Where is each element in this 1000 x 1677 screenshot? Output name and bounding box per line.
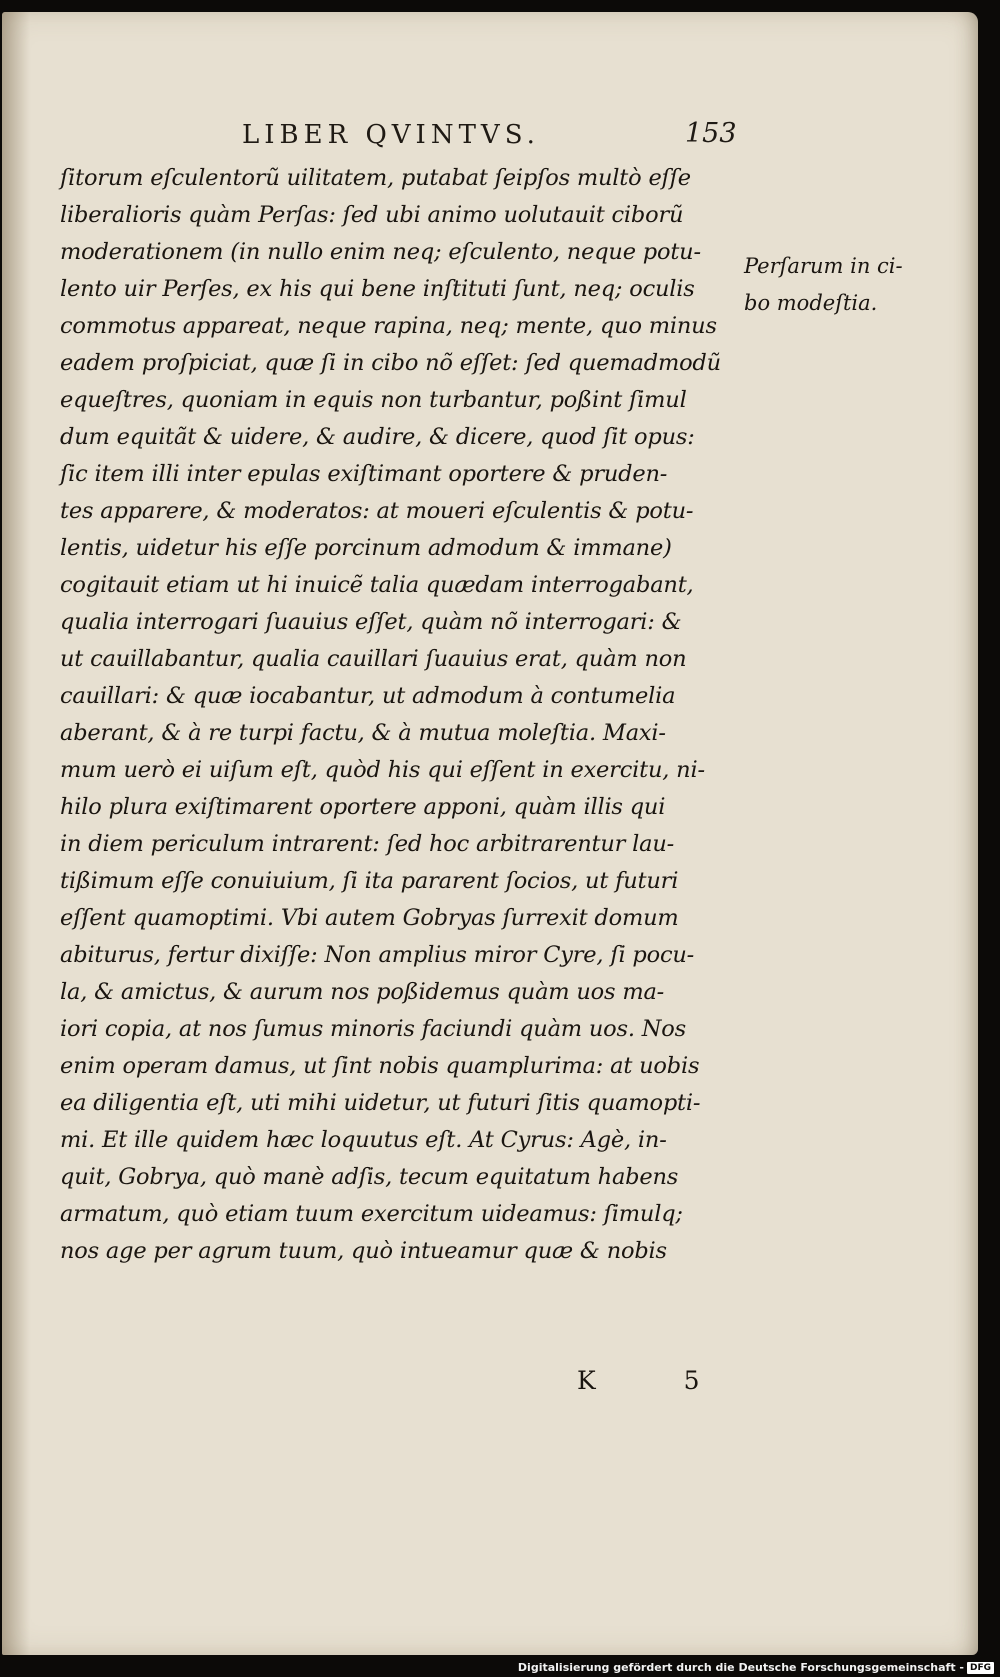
text-line: moderationem (in nullo enim neq; eſculento, neque potu- (60, 239, 701, 265)
text-line: tißimum eſſe conuiuium, ſi ita pararent ſocios, ut futuri (60, 868, 679, 894)
gutter-shadow (2, 12, 30, 1655)
page-number: 153 (685, 118, 737, 149)
text-line: tes apparere, & moderatos: at moueri eſculentis & potu- (60, 498, 694, 524)
digitization-credit (518, 1661, 994, 1674)
signature-mark: K 5 (577, 1366, 740, 1395)
credit-text: Digitalisierung gefördert durch die Deutsche Forschungsgemeinschaft - (517, 1661, 964, 1674)
text-line: enim operam damus, ut ſint nobis quamplurima: at uobis (60, 1053, 700, 1079)
text-line: la, & amictus, & aurum nos poßidemus quàm uos ma- (60, 979, 665, 1005)
text-line: liberalioris quàm Perſas: ſed ubi animo uolutauit ciborũ (60, 202, 684, 228)
marginal-note-line: Perſarum in ci- (744, 254, 903, 278)
text-line: in diem periculum intrarent: ſed hoc arbitrarentur lau- (60, 831, 675, 857)
text-line: iori copia, at nos ſumus minoris faciundi quàm uos. Nos (60, 1016, 686, 1042)
text-line: cogitauit etiam ut hi inuicẽ talia quædam interrogabant, (60, 572, 694, 598)
text-line: commotus appareat, neque rapina, neq; mente, quo minus (60, 313, 717, 339)
text-line: cauillari: & quæ iocabantur, ut admodum à contumelia (60, 683, 676, 709)
marginal-note-line: bo modeſtia. (744, 291, 878, 315)
text-line: ea diligentia eſt, uti mihi uidetur, ut futuri ſitis quamopti- (60, 1090, 701, 1116)
text-line: armatum, quò etiam tuum exercitum uideamus: ſimulq; (60, 1201, 683, 1227)
text-line: ut cauillabantur, qualia cauillari ſuauius erat, quàm non (60, 646, 687, 672)
text-line: quit, Gobrya, quò manè adſis, tecum equitatum habens (60, 1164, 679, 1190)
text-line: lento uir Perſes, ex his qui bene inſtituti ſunt, neq; oculis (60, 276, 695, 302)
book-page (2, 12, 978, 1655)
text-line: hilo plura exiſtimarent oportere apponi, quàm illis qui (60, 794, 666, 820)
text-line: dum equitãt & uidere, & audire, & dicere, quod ſit opus: (60, 424, 695, 450)
text-line: eſſent quamoptimi. Vbi autem Gobryas ſurrexit domum (60, 905, 679, 931)
text-line: aberant, & à re turpi factu, & à mutua moleſtia. Maxi- (60, 720, 666, 746)
text-line: abiturus, fertur dixiſſe: Non amplius miror Cyre, ſi pocu- (60, 942, 695, 968)
main-text-block (60, 160, 760, 1270)
text-line: nos age per agrum tuum, quò intueamur quæ & nobis (60, 1238, 667, 1264)
text-line: ſic item illi inter epulas exiſtimant oportere & pruden- (60, 461, 668, 487)
text-line: eadem proſpiciat, quæ ſi in cibo nõ eſſet: ſed quemadmodũ (60, 350, 721, 376)
text-line: lentis, uidetur his eſſe porcinum admodum & immane) (60, 535, 672, 561)
text-line: mi. Et ille quidem hæc loquutus eſt. At Cyrus: Agè, in- (60, 1127, 667, 1153)
text-line: equeſtres, quoniam in equis non turbantur, poßint ſimul (60, 387, 687, 413)
text-line: qualia interrogari ſuauius eſſet, quàm nõ interrogari: & (60, 609, 682, 635)
marginal-note (744, 248, 914, 322)
running-head: LIBER QVINTVS. (242, 120, 540, 150)
text-line: ſitorum eſculentorũ uilitatem, putabat ſeipſos multò eſſe (60, 165, 691, 191)
dfg-logo-icon: DFG (967, 1662, 994, 1674)
text-line: mum uerò ei uiſum eſt, quòd his qui eſſent in exercitu, ni- (60, 757, 705, 783)
